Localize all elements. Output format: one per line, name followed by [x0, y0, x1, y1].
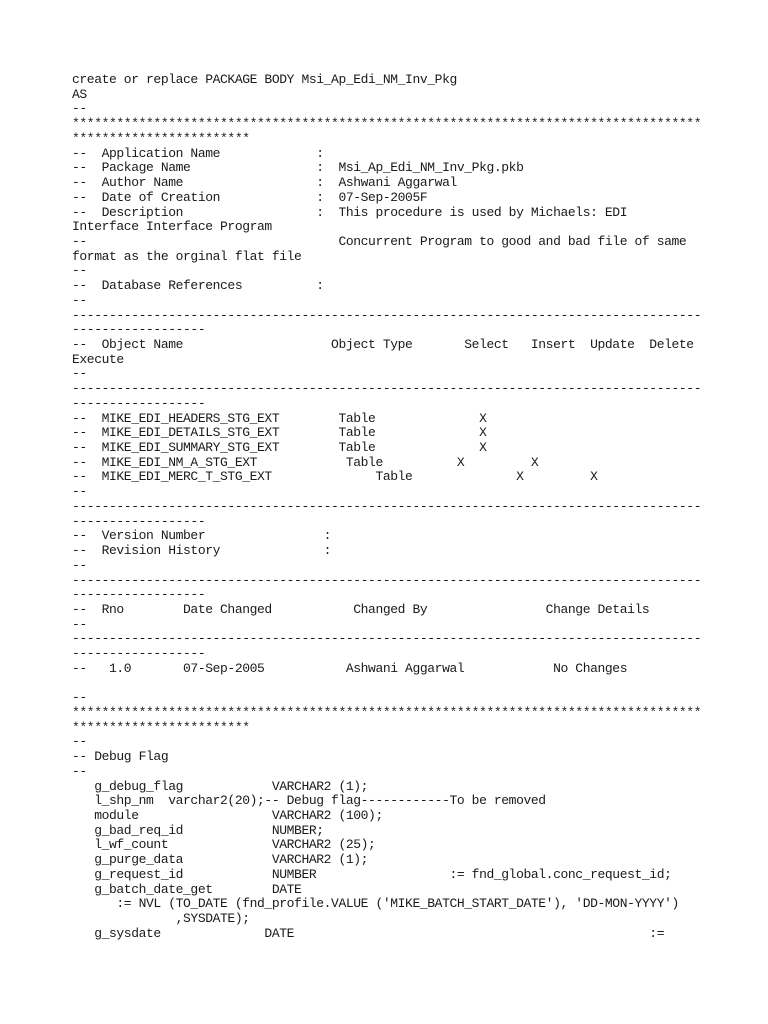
code-line: ------------------ — [72, 587, 206, 603]
code-line: ************************ — [72, 719, 250, 735]
code-line: g_sysdate DATE := — [72, 925, 665, 941]
code-line: -- — [72, 763, 87, 779]
code-line: -- — [72, 292, 87, 308]
code-line: -- — [72, 484, 87, 500]
code-line: l_shp_nm varchar2(20);-- Debug flag------------To be removed — [72, 793, 546, 809]
code-line: AS — [72, 86, 87, 102]
code-line: -- MIKE_EDI_DETAILS_STG_EXT Table X — [72, 425, 487, 441]
code-line: -- Description : This procedure is used by Michaels: EDI — [72, 204, 628, 220]
code-line: create or replace PACKAGE BODY Msi_Ap_Edi_NM_Inv_Pkg — [72, 72, 457, 87]
code-line: -- MIKE_EDI_SUMMARY_STG_EXT Table X — [72, 440, 487, 455]
code-line: -- Object Name Object Type Select Insert Update Delete — [72, 337, 694, 352]
code-line: := NVL (TO_DATE (fnd_profile.VALUE ('MIKE_BATCH_START_DATE'), 'DD-MON-YYYY') — [72, 896, 679, 912]
code-line: -- — [72, 366, 87, 382]
code-line: -- Author Name : Ashwani Aggarwal — [72, 175, 457, 190]
code-line: -- Package Name : Msi_Ap_Edi_NM_Inv_Pkg.pkb — [72, 160, 524, 176]
code-line: ------------------------------------------------------------------------------------- — [72, 572, 702, 588]
code-line: -- MIKE_EDI_MERC_T_STG_EXT Table X X — [72, 469, 598, 485]
code-line: -- Rno Date Changed Changed By Change Details — [72, 601, 650, 617]
code-line: ------------------ — [72, 646, 206, 662]
code-line: -- Date of Creation : 07-Sep-2005F — [72, 189, 428, 205]
code-line: g_batch_date_get DATE — [72, 881, 302, 897]
code-line: -- Concurrent Program to good and bad file of same — [72, 233, 687, 249]
code-line: ------------------------------------------------------------------------------------- — [72, 631, 702, 647]
code-line: -- Debug Flag — [72, 749, 169, 765]
code-line: ************************ — [72, 130, 250, 146]
code-line: ------------------------------------------------------------------------------------- — [72, 381, 702, 397]
code-line: -- — [72, 616, 87, 632]
code-line: -- — [72, 101, 87, 117]
code-line: ------------------------------------------------------------------------------------- — [72, 498, 702, 514]
code-line: ,SYSDATE); — [72, 911, 250, 926]
code-line: -- MIKE_EDI_NM_A_STG_EXT Table X X — [72, 454, 539, 470]
code-line: ************************************************************************************* — [72, 116, 702, 132]
code-line: -- Application Name : — [72, 145, 324, 161]
code-line: ------------------ — [72, 513, 206, 529]
code-line: g_purge_data VARCHAR2 (1); — [72, 852, 369, 868]
code-line: ------------------ — [72, 322, 206, 338]
code-line: l_wf_count VARCHAR2 (25); — [72, 837, 376, 853]
code-line: -- — [72, 734, 87, 750]
code-line: -- Database References : — [72, 278, 324, 294]
code-line: format as the orginal flat file — [72, 248, 302, 264]
code-line: -- 1.0 07-Sep-2005 Ashwani Aggarwal No Changes — [72, 660, 628, 676]
code-line: ************************************************************************************* — [72, 705, 702, 720]
code-line: -- Version Number : — [72, 528, 332, 544]
code-line: Interface Interface Program — [72, 219, 272, 235]
code-line: -- MIKE_EDI_HEADERS_STG_EXT Table X — [72, 410, 487, 426]
code-line: -- Revision History : — [72, 543, 332, 558]
code-line: -- — [72, 557, 87, 573]
code-line: -- — [72, 263, 87, 279]
code-line: ------------------ — [72, 395, 206, 411]
code-line: ------------------------------------------------------------------------------------- — [72, 307, 702, 323]
code-line: g_bad_req_id NUMBER; — [72, 822, 324, 838]
code-line: g_debug_flag VARCHAR2 (1); — [72, 778, 369, 794]
code-line: -- — [72, 690, 87, 706]
code-line: g_request_id NUMBER := fnd_global.conc_request_id; — [72, 866, 672, 882]
code-line: module VARCHAR2 (100); — [72, 808, 383, 823]
code-line: Execute — [72, 351, 124, 367]
